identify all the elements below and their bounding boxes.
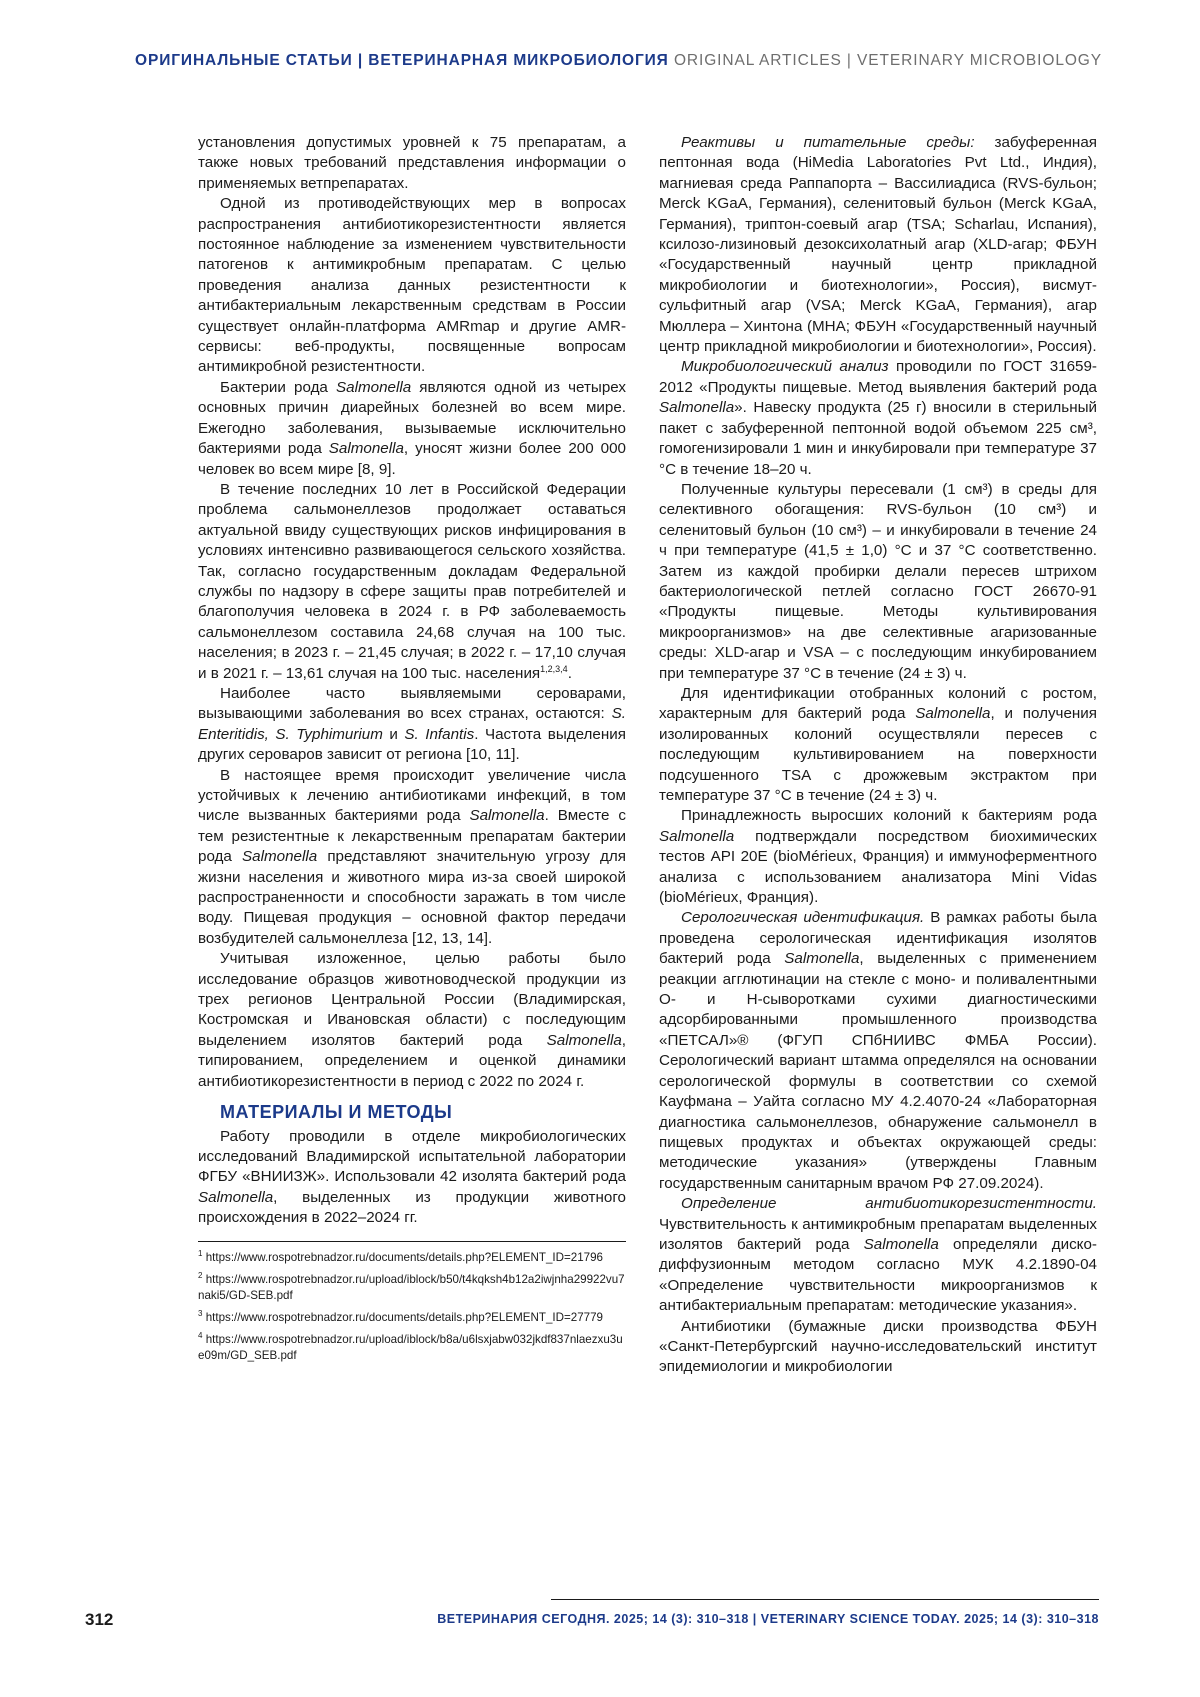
footnotes bbox=[198, 1241, 626, 1364]
paragraph: Работу проводили в отделе микробиологических исследований Владимирской испытательной лаборатории ФГБУ «ВНИИЗЖ». Использовали 42 изолята бактерий рода Salmonella, выделенных из продукции животного происхождения в 2022–2024 гг. bbox=[198, 1127, 626, 1227]
footnote: $^4$ https://www.rospotrebnadzor.ru/upload/iblock/b8a/u6lsxjabw032jkdf837nlaezxu3ue09m/GD_SEB.pdf bbox=[198, 1330, 623, 1362]
header-ru: ОРИГИНАЛЬНЫЕ СТАТЬИ | ВЕТЕРИНАРНАЯ МИКРОБИОЛОГИЯ bbox=[135, 52, 669, 69]
paragraph: В настоящее время происходит увеличение числа устойчивых к лечению антибиотиками инфекций, в том числе вызванных бактериями рода Salmonella. Вместе с тем резистентные к лекарственным препаратам бактерии рода Salmonella представляют значительную угрозу для жизни населения и животного мира из-за своей широкой распространенности и способности заражать в том числе воду. Пищевая продукция – основной фактор передачи возбудителей сальмонеллеза [12, 13, 14]. bbox=[198, 766, 626, 947]
section-heading: МАТЕРИАЛЫ И МЕТОДЫ bbox=[220, 1102, 453, 1123]
paragraph: Принадлежность выросших колоний к бактериям рода Salmonella подтверждали посредством биохимических тестов API 20E (bioMérieux, Франция) и иммуноферментного анализа с использованием анализатора Mini Vidas (bioMérieux, Франция). bbox=[659, 807, 1097, 907]
journal-citation: ВЕТЕРИНАРИЯ СЕГОДНЯ. 2025; 14 (3): 310–318 | VETERINARY SCIENCE TODAY. 2025; 14 (3): 310–318 bbox=[437, 1612, 1099, 1626]
page-number: 312 bbox=[85, 1610, 114, 1629]
left-column bbox=[198, 133, 626, 1370]
footnote-link[interactable]: https://www.rospotrebnadzor.ru/documents/details.php?ELEMENT_ID=21796 bbox=[205, 1250, 603, 1264]
paragraph: В течение последних 10 лет в Российской Федерации проблема сальмонеллезов продолжает оставаться актуальной ввиду существующих рисков инфицирования в условиях интенсивно развивающегося сельского хозяйства. Так, согласно государственным докладам Федеральной службы по надзору в сфере защиты прав потребителей и благополучия человека в 2024 г. в РФ заболеваемость сальмонеллезом составила 24,68 случая на 100 тыс. населения; в 2023 г. – 21,45 случая; в 2022 г. – 17,10 случая и в 2021 г. – 13,61 случая на 100 тыс. населения$^{1,2,3,4}$. bbox=[198, 480, 626, 682]
footnote-link[interactable]: https://www.rospotrebnadzor.ru/upload/iblock/b8a/u6lsxjabw032jkdf837nlaezxu3ue09m/GD_SEB.pdf bbox=[198, 1332, 623, 1362]
paragraph: Учитывая изложенное, целью работы было исследование образцов животноводческой продукции из трех регионов Центральной России (Владимирская, Костромская и Ивановская области) с последующим выделением изолятов бактерий рода Salmonella, типированием, определением и оценкой динамики антибиотикорезистентности в период с 2022 по 2024 г. bbox=[198, 950, 626, 1090]
footnote-ref: 1,2,3,4 bbox=[540, 663, 568, 674]
paragraph: Одной из противодействующих мер в вопросах распространения антибиотикорезистентности является постоянное наблюдение за изменением чувствительности патогенов к антимикробным препаратам. С целью проведения анализа данных резистентности к антибактериальным лекарственным средствам в России существует онлайн-платформа AMRmap и другие AMR-сервисы: веб-продукты, посвященные вопросам антимикробной резистентности. bbox=[198, 195, 626, 376]
footnote: $^3$ https://www.rospotrebnadzor.ru/documents/details.php?ELEMENT_ID=27779 bbox=[198, 1308, 603, 1324]
footnote: $^1$ https://www.rospotrebnadzor.ru/documents/details.php?ELEMENT_ID=21796 bbox=[198, 1248, 603, 1264]
paragraph: Серологическая идентификация. В рамках работы была проведена серологическая идентификация изолятов бактерий рода Salmonella, выделенных с применением реакции агглютинации на стекле с моно- и поливалентными О- и Н-сыворотками сухими диагностическими адсорбированными промышленного производства «ПЕТСАЛ»® (ФГУП СПбНИИВС ФМБА России). Серологический вариант штамма определялся на основании серологической формулы в соответствии со схемой Кауфмана – Уайта согласно МУ 4.2.4070-24 «Лабораторная диагностика сальмонеллезов, обнаружение сальмонелл в пищевых продуктах и объектах окружающей среды: методические указания» (утверждены Главным государственным санитарным врачом РФ 27.09.2024). bbox=[659, 909, 1097, 1192]
paragraph: Определение антибиотикорезистентности. Чувствительность к антимикробным препаратам выделенных изолятов бактерий рода Salmonella определяли диско-диффузионным методом согласно МУК 4.2.1890-04 «Определение чувствительности микроорганизмов к антибактериальным препаратам: методические указания». bbox=[659, 1195, 1097, 1315]
paragraph: Антибиотики (бумажные диски производства ФБУН «Санкт-Петербургский научно-исследовательский институт эпидемиологии и микробиологии bbox=[659, 1317, 1097, 1376]
header-en: ORIGINAL ARTICLES | VETERINARY MICROBIOLOGY bbox=[673, 52, 1102, 69]
paragraph: Для идентификации отобранных колоний с ростом, характерным для бактерий рода Salmonella, и получения изолированных колоний осуществляли пересев с последующим культивированием на поверхности подсушенного TSA с дрожжевым экстрактом при температуре 37 °C в течение (24 ± 3) ч. bbox=[659, 684, 1097, 804]
paragraph: Наиболее часто выявляемыми сероварами, вызывающими заболевания во всех странах, остаются: S. Enteritidis, S. Typhimurium и S. Infantis. Частота выделения других сероваров зависит от региона [10, 11]. bbox=[198, 684, 626, 764]
footnote-link[interactable]: https://www.rospotrebnadzor.ru/documents/details.php?ELEMENT_ID=27779 bbox=[205, 1310, 603, 1324]
paragraph: установления допустимых уровней к 75 препаратам, а также новых требований представления информации о применяемых ветпрепаратах. bbox=[198, 134, 626, 192]
paragraph: Полученные культуры пересевали (1 см³) в среды для селективного обогащения: RVS-бульон (10 см³) и селенитовый бульон (10 см³) – и инкубировали в течение 24 ч при температуре (41,5 ± 1,0) °C и 37 °C соответственно. Затем из каждой пробирки делали пересев штрихом бактериологической петлей согласно ГОСТ 26670-91 «Продукты пищевые. Методы культивирования микроорганизмов» на две селективные агаризованные среды: XLD-агар и VSA – с последующим инкубированием при температуре 37 °C в течение (24 ± 3) ч. bbox=[659, 480, 1097, 682]
paragraph: Микробиологический анализ проводили по ГОСТ 31659-2012 «Продукты пищевые. Метод выявления бактерий рода Salmonella». Навеску продукта (25 г) вносили в стерильный пакет с забуференной пептонной водой объемом 225 см³, гомогенизировали 1 мин и инкубировали при температуре 37 °C в течение 18–20 ч. bbox=[659, 358, 1097, 478]
footnote: $^2$ https://www.rospotrebnadzor.ru/upload/iblock/b50/t4kqksh4b12a2iwjnha29922vu7naki5/GD-SEB.pdf bbox=[198, 1270, 625, 1302]
running-header bbox=[135, 52, 1102, 70]
paragraph: Бактерии рода Salmonella являются одной из четырех основных причин диарейных болезней во всем мире. Ежегодно заболевания, вызываемые исключительно бактериями рода Salmonella, уносят жизни более 200 000 человек во всем мире [8, 9]. bbox=[198, 378, 626, 478]
footnote-link[interactable]: https://www.rospotrebnadzor.ru/upload/iblock/b50/t4kqksh4b12a2iwjnha29922vu7naki5/GD-SEB.pdf bbox=[198, 1272, 625, 1302]
right-column bbox=[659, 133, 1097, 1378]
footer-rule bbox=[551, 1599, 1099, 1600]
paragraph: Реактивы и питательные среды: забуференная пептонная вода (HiMedia Laboratories Pvt Ltd., Индия), магниевая среда Раппапорта – Вассилиадиса (RVS-бульон; Merck KGaA, Германия), селенитовый бульон (Merck KGaA, Германия), триптон-соевый агар (TSA; Scharlau, Испания), ксилозо-лизиновый дезоксихолатный агар (XLD-агар; ФБУН «Государственный научный центр прикладной микробиологии и биотехнологии», Россия), висмут-сульфитный агар (VSA; Merck KGaA, Германия), агар Мюллера – Хинтона (МНА; ФБУН «Государственный научный центр прикладной микробиологии и биотехнологии», Россия). bbox=[659, 134, 1097, 356]
